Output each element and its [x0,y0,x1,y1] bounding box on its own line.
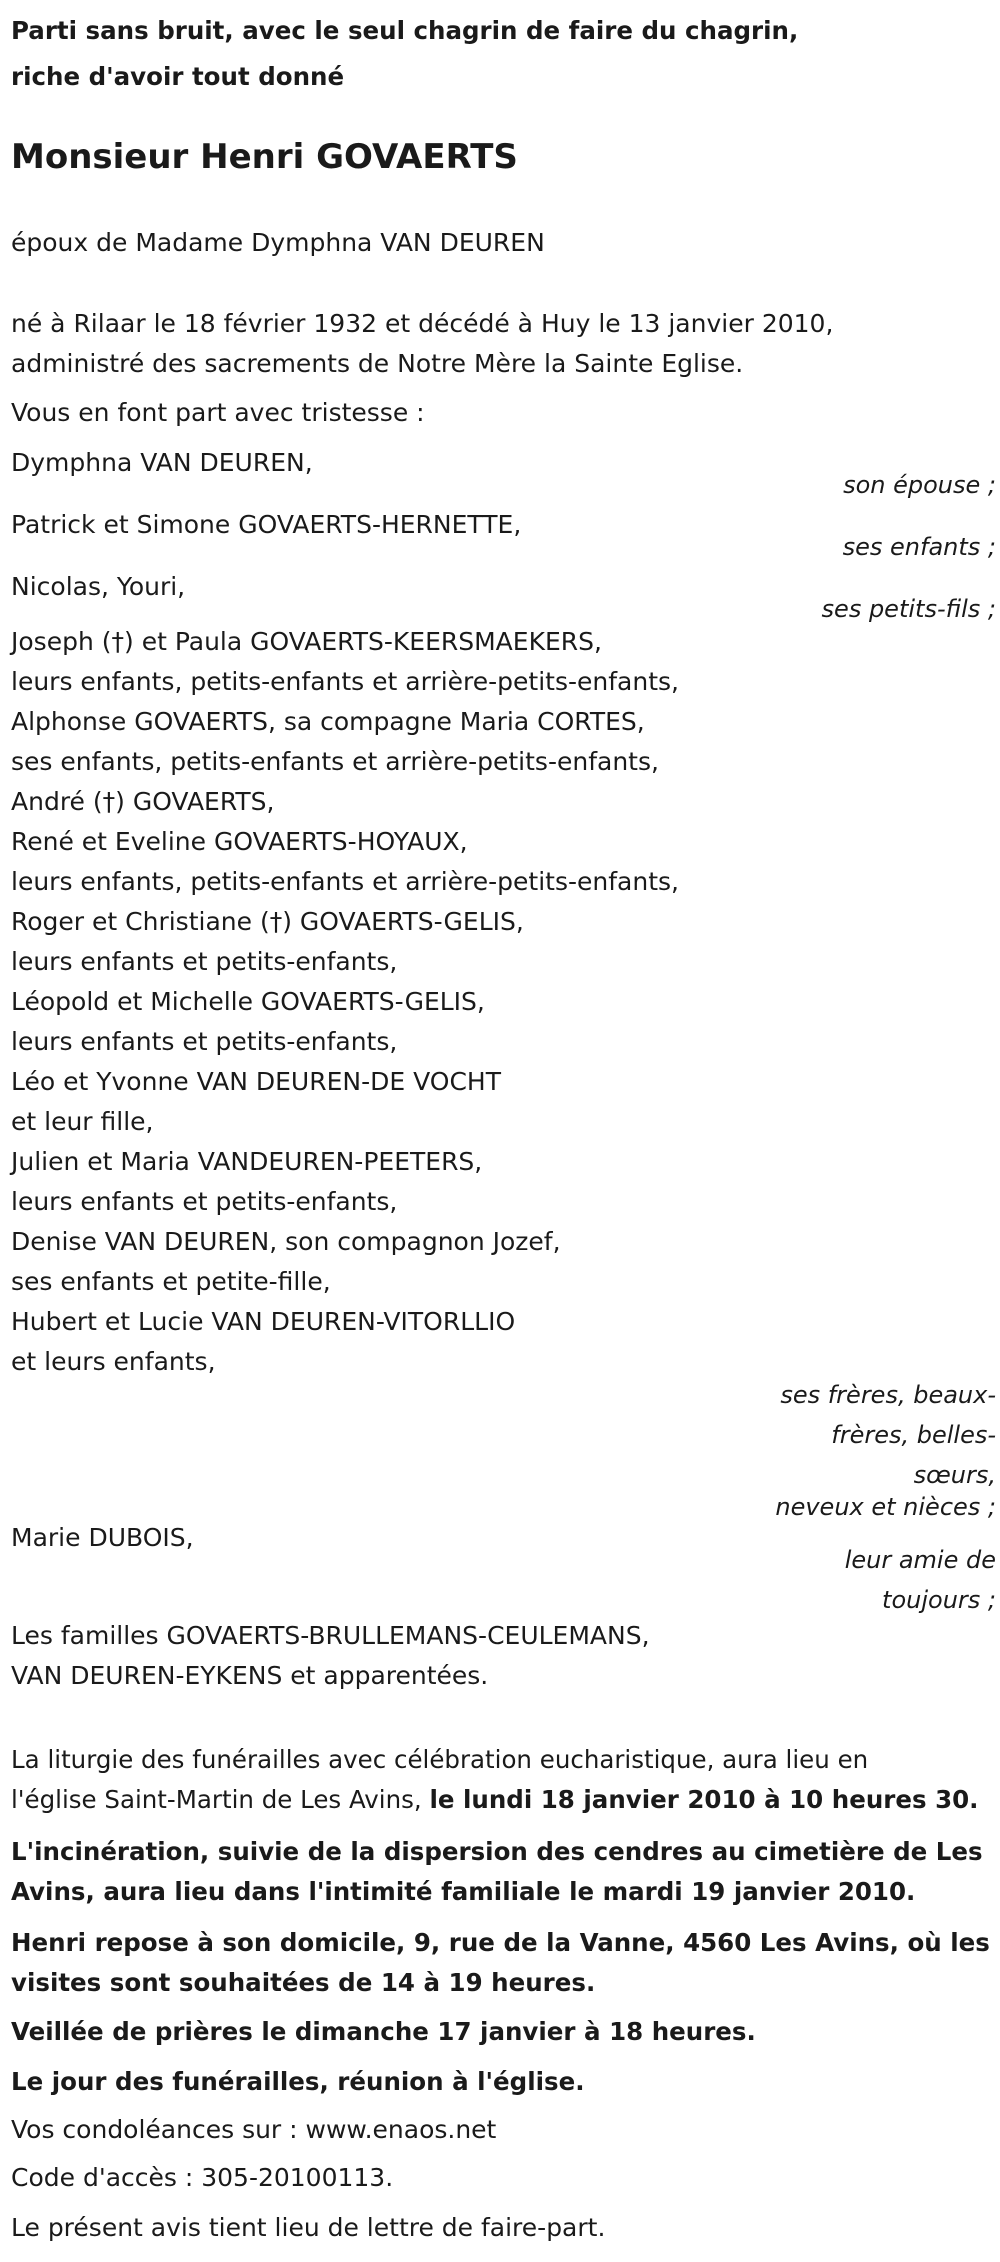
families-line: VAN DEUREN-EYKENS et apparentées. [11,1661,489,1690]
siblings-relation-line: frères, belles- [831,1421,996,1449]
mourner-name: Patrick et Simone GOVAERTS-HERNETTE, [11,510,522,539]
sibling-line: Julien et Maria VANDEUREN-PEETERS, [11,1147,483,1176]
sibling-line: et leur fille, [11,1107,154,1136]
birth-death-details [11,304,991,384]
cremation-line: Avins, aura lieu dans l'intimité familiale le mardi 19 janvier 2010. [11,1877,916,1906]
siblings-list [11,622,679,1382]
ceremony-place: l'église Saint-Martin de Les Avins, [11,1785,430,1814]
sibling-line: Alphonse GOVAERTS, sa compagne Maria CORTES, [11,707,645,736]
sibling-line: Joseph (†) et Paula GOVAERTS-KEERSMAEKERS, [11,627,602,656]
friend-relation-line-2: toujours ; [882,1586,996,1614]
meeting-line: Le jour des funérailles, réunion à l'église. [11,2067,585,2096]
epigraph-line-2: riche d'avoir tout donné [11,62,345,91]
friend-name: Marie DUBOIS, [11,1523,194,1552]
closing-line: Le présent avis tient lieu de lettre de faire-part. [11,2213,606,2242]
cremation-notice [11,1832,996,1912]
siblings-relation [736,1375,996,1519]
sibling-line: ses enfants, petits-enfants et arrière-petits-enfants, [11,747,659,776]
sibling-line: leurs enfants et petits-enfants, [11,1027,398,1056]
sibling-line: leurs enfants, petits-enfants et arrière-petits-enfants, [11,667,679,696]
funeral-ceremony [11,1740,996,1820]
announcement-intro: Vous en font part avec tristesse : [11,398,425,427]
epigraph-line-1: Parti sans bruit, avec le seul chagrin de faire du chagrin, [11,16,799,45]
sibling-line: Hubert et Lucie VAN DEUREN-VITORLLIO [11,1307,516,1336]
extended-families [11,1616,650,1696]
sibling-line: leurs enfants, petits-enfants et arrière-petits-enfants, [11,867,679,896]
access-code-line: Code d'accès : 305-20100113. [11,2163,394,2192]
birth-line-1: né à Rilaar le 18 février 1932 et décédé à Huy le 13 janvier 2010, [11,309,834,338]
sibling-line: ses enfants et petite-fille, [11,1267,331,1296]
mourner-entry [11,567,996,627]
friend-relation-line-1: leur amie de [844,1546,996,1574]
ceremony-line-1: La liturgie des funérailles avec célébration eucharistique, aura lieu en [11,1745,869,1774]
meeting-notice [11,2062,996,2102]
friend-entry [11,1518,996,1618]
condolences-line: Vos condoléances sur : www.enaos.net [11,2115,497,2144]
mourner-entry [11,505,996,565]
sibling-line: René et Eveline GOVAERTS-HOYAUX, [11,827,468,856]
mourner-name: Nicolas, Youri, [11,572,186,601]
mourner-relation: ses enfants ; [842,533,996,561]
families-line: Les familles GOVAERTS-BRULLEMANS-CEULEMANS, [11,1621,650,1650]
mourner-name: Dymphna VAN DEUREN, [11,448,313,477]
sibling-line: leurs enfants et petits-enfants, [11,947,398,976]
visits-notice [11,1923,996,2003]
deceased-name: Monsieur Henri GOVAERTS [11,137,518,177]
mourner-relation: ses petits-fils ; [821,595,996,623]
sibling-line: Léo et Yvonne VAN DEUREN-DE VOCHT [11,1067,501,1096]
ceremony-datetime: le lundi 18 janvier 2010 à 10 heures 30. [429,1785,979,1814]
mourner-entry [11,443,996,503]
sibling-line: et leurs enfants, [11,1347,216,1376]
visits-line: Henri repose à son domicile, 9, rue de la Vanne, 4560 Les Avins, où les [11,1928,990,1957]
visits-line: visites sont souhaitées de 14 à 19 heures. [11,1968,596,1997]
ceremony-line-2 [11,1780,996,1820]
mourner-relation: son épouse ; [843,471,996,499]
siblings-relation-line: neveux et nièces ; [775,1493,996,1521]
spouse-line: époux de Madame Dymphna VAN DEUREN [11,228,545,257]
birth-line-2: administré des sacrements de Notre Mère la Sainte Eglise. [11,349,744,378]
sibling-line: André (†) GOVAERTS, [11,787,275,816]
vigil-line: Veillée de prières le dimanche 17 janvier à 18 heures. [11,2017,756,2046]
sibling-line: Denise VAN DEUREN, son compagnon Jozef, [11,1227,561,1256]
sibling-line: leurs enfants et petits-enfants, [11,1187,398,1216]
cremation-line: L'incinération, suivie de la dispersion des cendres au cimetière de Les [11,1837,983,1866]
vigil-notice [11,2012,996,2052]
epigraph [11,8,991,100]
siblings-relation-line: sœurs, [913,1461,996,1489]
siblings-relation-line: ses frères, beaux- [780,1381,996,1409]
sibling-line: Roger et Christiane (†) GOVAERTS-GELIS, [11,907,524,936]
sibling-line: Léopold et Michelle GOVAERTS-GELIS, [11,987,485,1016]
